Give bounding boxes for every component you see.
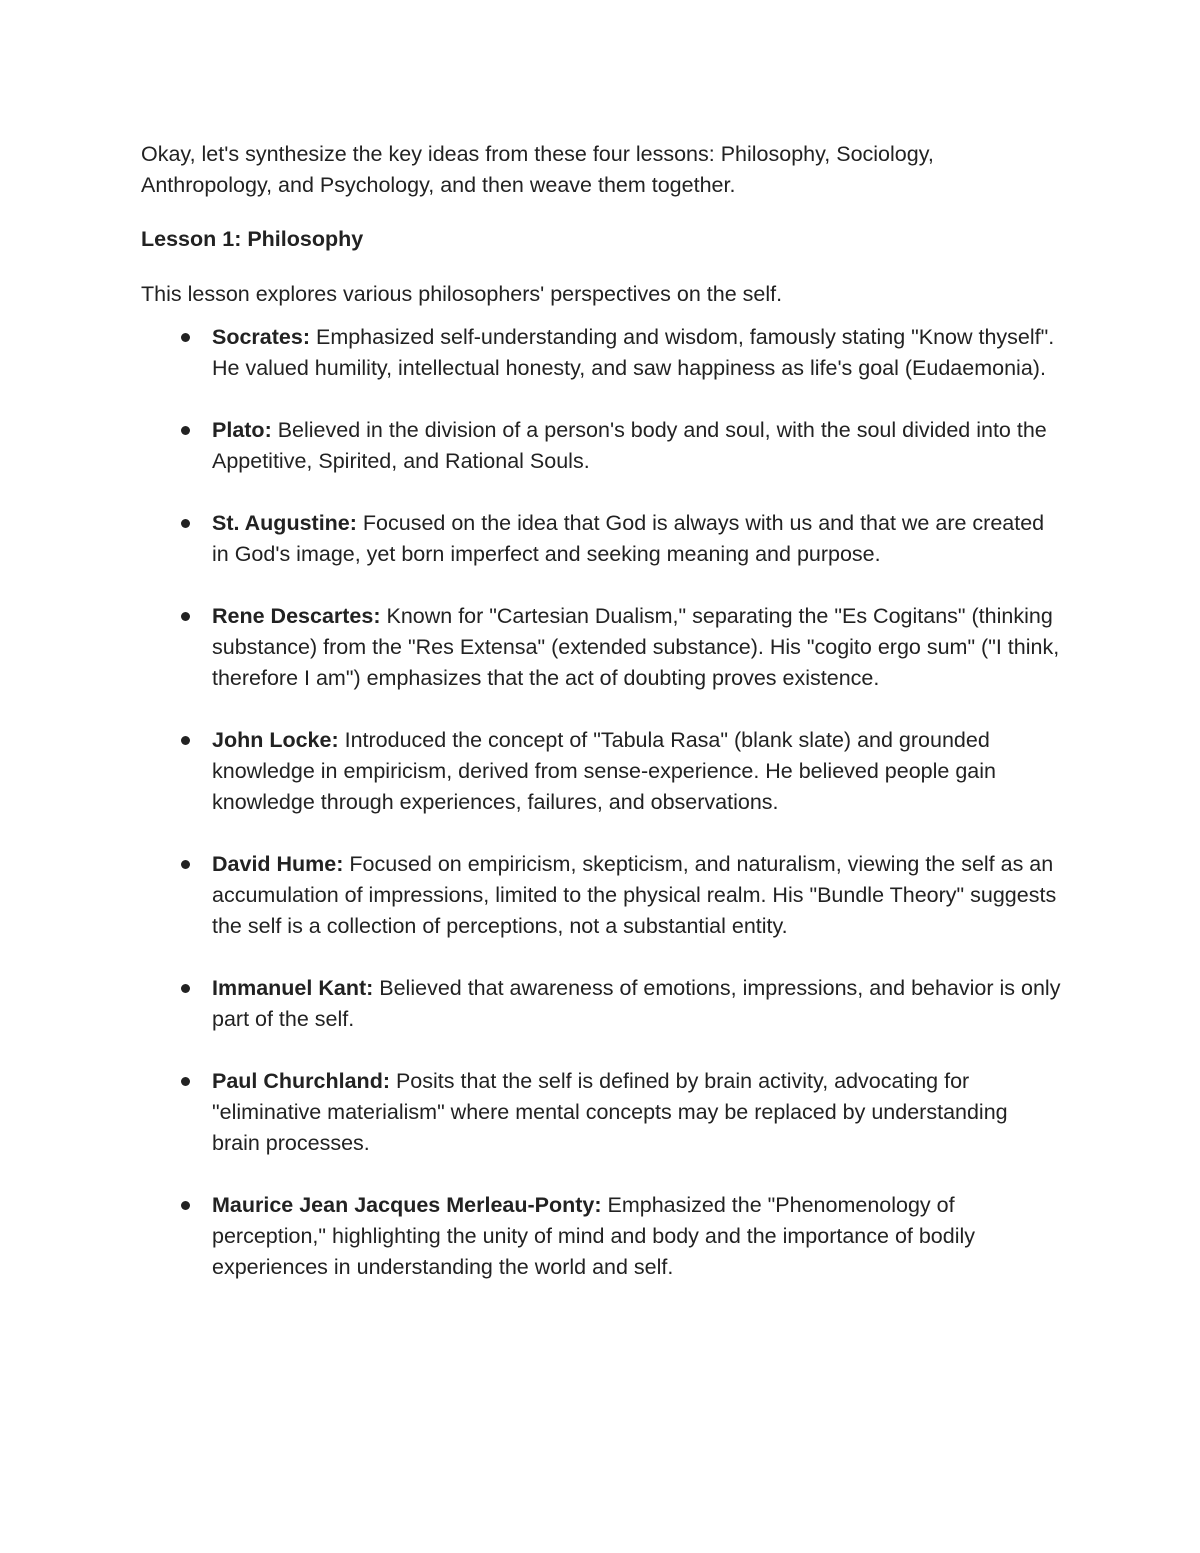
lesson-1-heading: Lesson 1: Philosophy (141, 227, 364, 251)
philosopher-name: St. Augustine: (212, 511, 357, 535)
philosopher-description: Focused on empiricism, skepticism, and naturalism, viewing the self as an accumulation of impressions, limited to the physical realm. His "Bundle Theory" suggests the self is a collection of perceptions, not a substantial entity. (212, 852, 1057, 938)
list-item (141, 1066, 1061, 1159)
list-item (141, 1190, 1061, 1283)
bullet-icon (181, 984, 190, 993)
bullet-icon (181, 333, 190, 342)
philosopher-description: Known for "Cartesian Dualism," separating the "Es Cogitans" (thinking substance) from the "Res Extensa" (extended substance). His "cogito ergo sum" ("I think, therefore I am") emphasizes that the act of doubting proves existence. (212, 604, 1060, 690)
bullet-icon (181, 426, 190, 435)
philosopher-description: Introduced the concept of "Tabula Rasa" (blank slate) and grounded knowledge in empiricism, derived from sense-experience. He believed people gain knowledge through experiences, failures, and observations. (212, 728, 996, 814)
philosopher-name: Rene Descartes: (212, 604, 381, 628)
philosopher-name: Plato: (212, 418, 272, 442)
philosopher-name: Paul Churchland: (212, 1069, 390, 1093)
list-item (141, 322, 1061, 384)
list-item (141, 508, 1061, 570)
list-item (141, 601, 1061, 694)
list-item (141, 849, 1061, 942)
bullet-icon (181, 736, 190, 745)
philosopher-name: Immanuel Kant: (212, 976, 374, 1000)
philosopher-description: Emphasized the "Phenomenology of perception," highlighting the unity of mind and body and the importance of bodily experiences in understanding the world and self. (212, 1193, 976, 1279)
philosopher-description: Posits that the self is defined by brain activity, advocating for "eliminative materialism" where mental concepts may be replaced by understanding brain processes. (212, 1069, 1008, 1155)
list-item (141, 973, 1061, 1035)
bullet-icon (181, 1201, 190, 1210)
philosopher-name: Socrates: (212, 325, 310, 349)
philosopher-description: Focused on the idea that God is always with us and that we are created in God's image, yet born imperfect and seeking meaning and purpose. (212, 511, 1045, 566)
list-item (141, 725, 1061, 818)
lesson-1-lead: This lesson explores various philosophers' perspectives on the self. (141, 282, 783, 306)
philosopher-description: Emphasized self-understanding and wisdom, famously stating "Know thyself". He valued humility, intellectual honesty, and saw happiness as life's goal (Eudaemonia). (212, 325, 1055, 380)
document-page (141, 139, 1061, 1314)
philosopher-name: David Hume: (212, 852, 344, 876)
bullet-icon (181, 860, 190, 869)
philosopher-description: Believed that awareness of emotions, impressions, and behavior is only part of the self. (212, 976, 1061, 1031)
bullet-icon (181, 1077, 190, 1086)
philosopher-name: Maurice Jean Jacques Merleau-Ponty: (212, 1193, 602, 1217)
list-item (141, 415, 1061, 477)
philosopher-description: Believed in the division of a person's body and soul, with the soul divided into the Appetitive, Spirited, and Rational Souls. (212, 418, 1047, 473)
bullet-icon (181, 612, 190, 621)
bullet-icon (181, 519, 190, 528)
philosophers-list (141, 322, 1061, 1283)
intro-paragraph: Okay, let's synthesize the key ideas from these four lessons: Philosophy, Sociology, Anthropology, and Psychology, and then weave them together. (141, 142, 934, 197)
philosopher-name: John Locke: (212, 728, 339, 752)
